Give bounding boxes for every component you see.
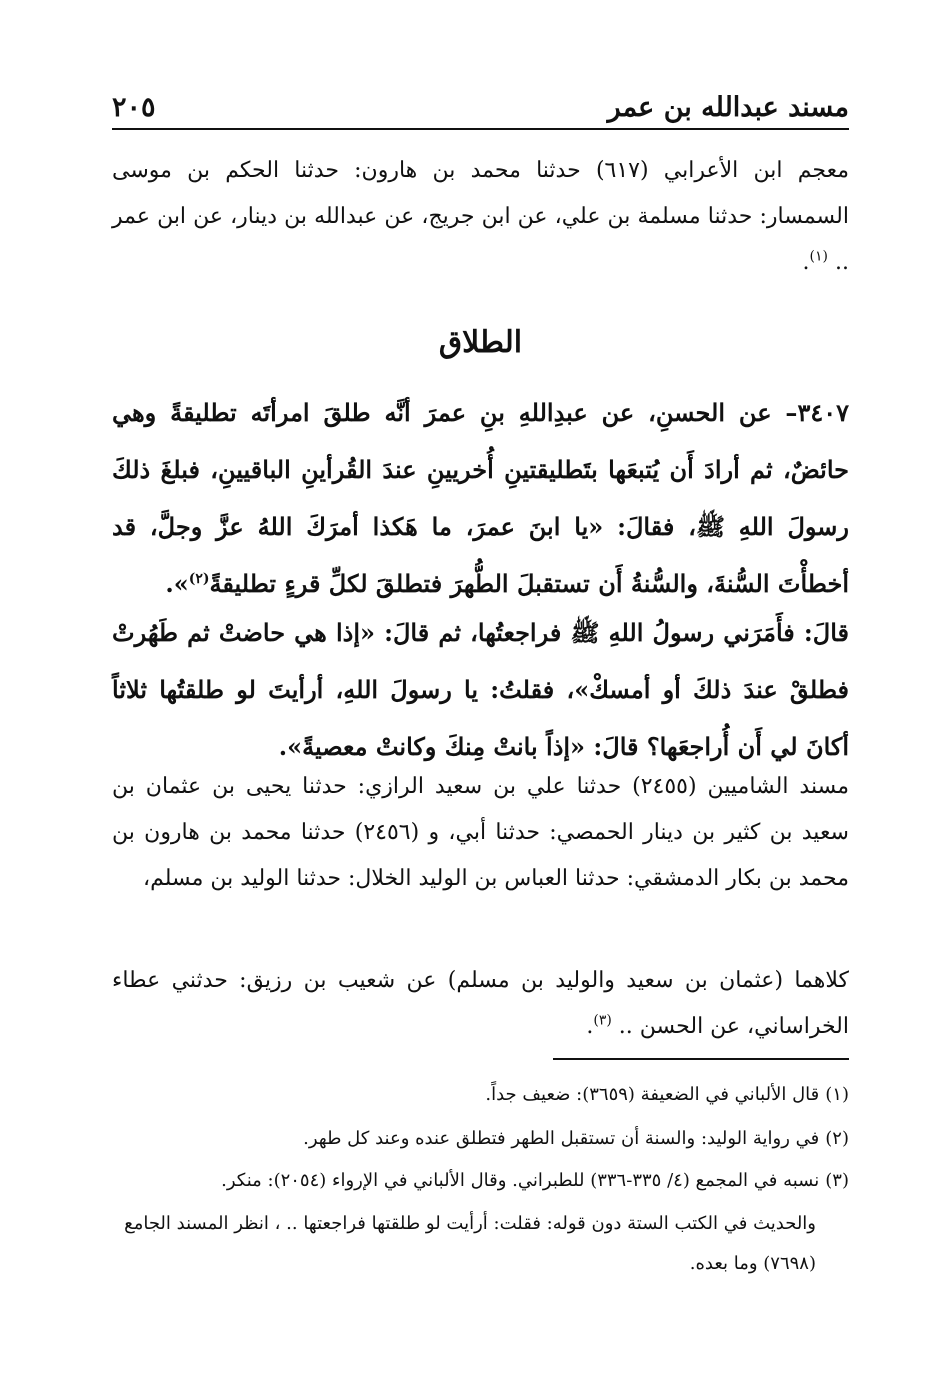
- footnote-1-number: (١): [825, 1084, 849, 1105]
- intro-reference-text: معجم ابن الأعرابي (٦١٧) حدثنا محمد بن هارون: حدثنا الحكم بن موسى السمسار: حدثنا مسلمة بن علي، عن ابن جريج، عن عبدالله بن دينار، عن ابن عمر ..: [112, 158, 849, 275]
- page-number: ٢٠٥: [112, 92, 156, 123]
- reference-paragraph-2: كلاهما (عثمان بن سعيد والوليد بن مسلم) عن شعيب بن رزيق: حدثني عطاء الخراساني، عن الحسن .. $^{(٣)}$.: [112, 968, 849, 1039]
- note-marker-3: (٣): [593, 1012, 612, 1029]
- hadith-paragraph-2: قالَ: فأَمَرَني رسولُ اللهِ ﷺ فراجعتُها، ثم قالَ: «إذا هي حاضتْ ثم طَهُرتْ فطلقْ عندَ ذلكَ أو أمسكْ»، فقلتُ: يا رسولَ اللهِ، أرأيتَ لو طلقتُها ثلاثاً أكانَ لي أَن أُراجعَها؟ قالَ: «إذاً بانتْ مِنكَ وكانتْ معصيةً».: [112, 618, 849, 761]
- note-marker-2: (٢): [188, 571, 210, 587]
- footnote-3-text: نسبه في المجمع (٤/ ٣٣٥-٣٣٦) للطبراني. وقال الألباني في الإرواء (٢٠٥٤): منكر.: [221, 1170, 820, 1191]
- reference-paragraph-1: مسند الشاميين (٢٤٥٥) حدثنا علي بن سعيد الرازي: حدثنا يحيى بن عثمان بن سعيد بن كثير بن دينار الحمصي: حدثنا أبي، و (٢٤٥٦) حدثنا محمد بن هارون بن محمد بن بكار الدمشقي: حدثنا العباس بن الوليد الخلال: حدثنا الوليد بن مسلم،: [112, 774, 850, 891]
- footnote-3: [112, 1162, 849, 1200]
- note-marker-1: (١): [809, 248, 829, 265]
- reference-text-2: كلاهما (عثمان بن سعيد والوليد بن مسلم) عن شعيب بن رزيق: حدثني عطاء الخراساني، عن الحسن ..: [112, 968, 849, 1039]
- page-header: [112, 88, 849, 130]
- footnote-3-number: (٣): [825, 1170, 849, 1191]
- hadith-text-1-end: ».: [165, 569, 189, 598]
- footnote-2: [112, 1120, 849, 1158]
- hadith-paragraph-1: [112, 384, 849, 612]
- footnote-2-number: (٢): [825, 1128, 849, 1149]
- footnote-1: [112, 1076, 849, 1114]
- footnote-2-text: في رواية الوليد: والسنة أن تستقبل الطهر فتطلق عنده وعند كل طهر.: [303, 1128, 820, 1149]
- footnote-3-continuation: والحديث في الكتب الستة دون قوله: فقلت: أرأيت لو طلقتها فراجعتها .. ، انظر المسند الجامع (٧٦٩٨) وما بعده.: [124, 1213, 816, 1274]
- running-title: مسند عبدالله بن عمر: [607, 92, 849, 123]
- hadith-text-1: ٣٤٠٧– عن الحسنِ، عن عبدِاللهِ بنِ عمرَ أنَّه طلقَ امرأتَه تطليقةً وهي حائضٌ، ثم أرادَ أَن يُتبعَها بتَطليقتينِ أُخريينِ عندَ القُرأينِ الباقيينِ، فبلغَ ذلكَ رسولَ اللهِ ﷺ، فقالَ: «يا ابنَ عمرَ، ما هَكذا أمرَكَ اللهُ عزَّ وجلَّ، قد أخطأْتَ السُّنةَ، والسُّنةُ أَن تستقبلَ الطُّهرَ فتطلقَ لكلِّ قرءٍ تطليقةً: [112, 398, 849, 598]
- footnote-1-text: قال الألباني في الضعيفة (٣٦٥٩): ضعيف جداً.: [485, 1084, 820, 1105]
- footnote-separator: [553, 1058, 849, 1060]
- intro-reference: معجم ابن الأعرابي (٦١٧) حدثنا محمد بن هارون: حدثنا الحكم بن موسى السمسار: حدثنا مسلمة بن علي، عن ابن جريج، عن عبدالله بن دينار، عن ابن عمر .. $^{(١)}$.: [112, 158, 849, 275]
- section-heading: الطلاق: [438, 325, 523, 360]
